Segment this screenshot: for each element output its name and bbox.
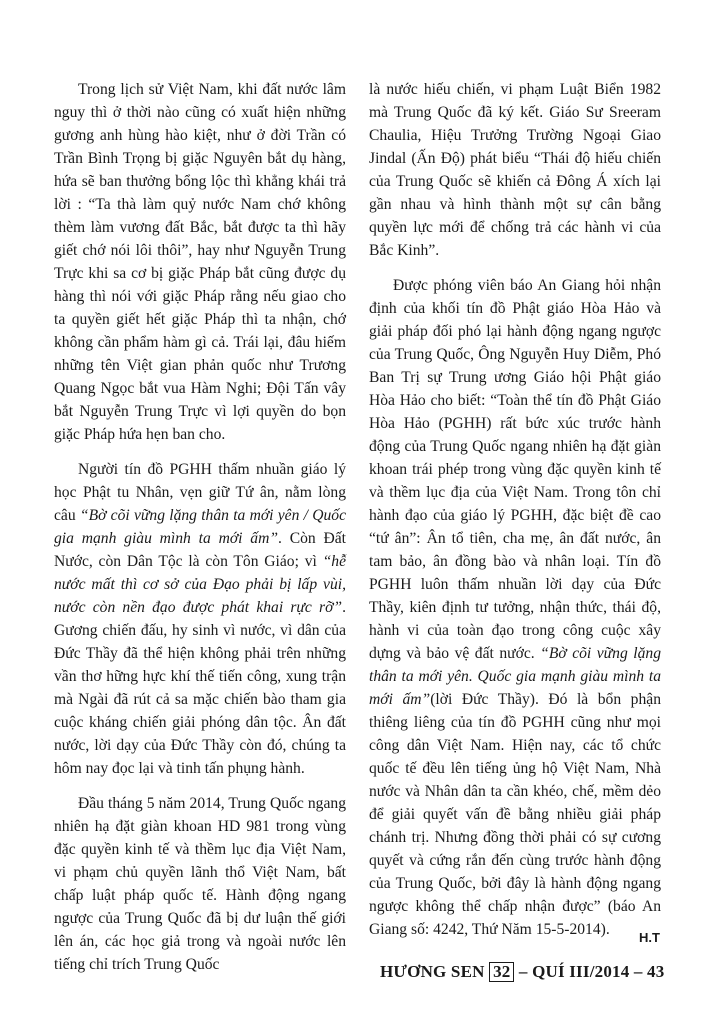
quote-homeland: “hễ nước mất thì cơ sở của Đạo phải bị lấp vùi, nước còn nền đạo được phát khai rực rỡ” bbox=[54, 553, 346, 616]
page-number: 43 bbox=[647, 962, 665, 981]
text-run: Người tín đồ PGHH thấm nhuần giáo lý học Phật tu Nhân, vẹn giữ Tứ ân, nằm lòng câu bbox=[54, 461, 346, 524]
text-run: . Gương chiến đấu, hy sinh vì nước, vì dân của Đức Thầy đã thể hiện không phải trên những vần thơ hững hực khí thế tiến công, xung trận mà Ngài đã rút cả sa mặc chiến bào tham gia cuộc kháng chiến giải phóng dân tộc. Ân đất nước, lời dạy của Đức Thầy còn đó, chúng ta hôm nay đọc lại và tinh tấn phụng hành. bbox=[54, 599, 346, 777]
text-run: Được phóng viên báo An Giang hỏi nhận định của khối tín đồ Phật giáo Hòa Hảo và giải pháp đối phó lại hành động ngang ngược của Trung Quốc, Ông Nguyễn Huy Diễm, Phó Ban Trị sự Trung ương Giáo hội Phật giáo Hòa Hảo cho biết: “Toàn thể tín đồ Phật Giáo Hòa Hảo (PGHH) rất bức xúc trước hành động của Trung Quốc ngang nhiên hạ đặt giàn khoan trái phép trong vùng đặc quyền kinh tế và thềm lục địa của Việt Nam. Trong tôn chỉ hành đạo của giáo lý PGHH, đặc biệt đề cao “tứ ân”: Ân tổ tiên, cha mẹ, ân đất nước, ân tam bảo, ân đồng bào và nhân loại. Tín đồ PGHH luôn thấm nhuần lời dạy của Đức Thầy, kiên định tư tưởng, nhận thức, thái độ, hành vi của toàn đạo trong công cuộc xây dựng và bảo vệ đất nước. bbox=[369, 277, 661, 662]
text-run: (lời Đức Thầy). Đó là bổn phận thiêng liêng của tín đồ PGHH cũng như mọi công dân Việt Nam. Hiện nay, các tổ chức quốc tế đều lên tiếng ủng hộ Việt Nam, Nhà nước và Nhân dân ta cần khéo, chế, mềm dẻo để giải quyết vấn đề bằng nhiều giải pháp chánh trị. Nhưng đồng thời phải có sự cương quyết và cứng rắn đến cùng trước hành động của Trung Quốc, bởi đây là hành động ngang ngược không thể chấp nhận được” (báo An Giang số: 4242, Thứ Năm 15-5-2014). bbox=[369, 691, 661, 938]
page-footer bbox=[380, 962, 665, 982]
footer-separator: – bbox=[518, 962, 528, 981]
paragraph-continuation: là nước hiếu chiến, vi phạm Luật Biển 1982 mà Trung Quốc đã ký kết. Giáo Sư Sreeram Chaulia, Hiệu Trưởng Trường Ngoại Giao Jindal (Ấn Độ) phát biểu “Thái độ hiếu chiến của Trung Quốc sẽ khiến cả Đông Á xích lại gần nhau và hình thành một sự cân bằng quyền lực mới để chống trả các hành vi của Bắc Kinh”. bbox=[369, 81, 661, 259]
footer-separator: – bbox=[633, 962, 643, 981]
paragraph-pghh bbox=[54, 458, 346, 780]
magazine-name: HƯƠNG SEN bbox=[380, 962, 485, 981]
paragraph-oil-rig: Đầu tháng 5 năm 2014, Trung Quốc ngang nhiên hạ đặt giàn khoan HD 981 trong vùng đặc quyền kinh tế và thềm lục địa Việt Nam, vi phạm chủ quyền lãnh thổ Việt Nam, bất chấp luật pháp quốc tế. Hành động ngang ngược của Trung Quốc đã bị dư luận thế giới lên án, các học giả trong và ngoài nước lên tiếng chỉ trích Trung Quốc bbox=[54, 795, 346, 973]
text-run: . Còn Đất Nước, còn Dân Tộc là còn Tôn Giáo; vì bbox=[54, 530, 346, 570]
paragraph-history: Trong lịch sử Việt Nam, khi đất nước lâm nguy thì ở thời nào cũng có xuất hiện những gương anh hùng hào kiệt, như ở đời Trần có Trần Bình Trọng bị giặc Nguyên bắt dụ hàng, hứa sẽ ban thưởng bổng lộc thì khẳng khái trả lời : “Ta thà làm quỷ nước Nam chớ không thèm làm vương đất Bắc, bắt được ta thì hãy giết chớ nói lôi thôi”, hay như Nguyễn Trung Trực khi sa cơ bị giặc Pháp bắt cũng được dụ hàng thì nói với giặc Pháp rằng nếu giao cho ta quyền giết hết giặc Pháp thì ta nhận, chớ không cần phẩm hàm gì cả. Trái lại, đâu hiếm những tên Việt gian phản quốc như Trương Quang Ngọc bắt vua Hàm Nghi; Đội Tấn vây bắt Nguyễn Trung Trực vì lợi quyền do bọn giặc Pháp hứa hẹn ban cho. bbox=[54, 81, 346, 443]
quarter-label: QUÍ III/2014 bbox=[532, 962, 630, 981]
left-column bbox=[54, 78, 346, 988]
issue-number-box: 32 bbox=[489, 962, 514, 982]
quote-border: “Bờ cõi vững lặng thân ta mới yên / Quốc gia mạnh giàu mình ta mới ấm” bbox=[54, 507, 347, 547]
paragraph-interview bbox=[369, 274, 661, 941]
author-signature: H.T bbox=[639, 930, 660, 945]
right-column bbox=[369, 78, 661, 953]
quote-teaching: “Bờ cõi vững lặng thân ta mới yên. Quốc gia mạnh giàu mình ta mới ấm” bbox=[369, 645, 661, 708]
